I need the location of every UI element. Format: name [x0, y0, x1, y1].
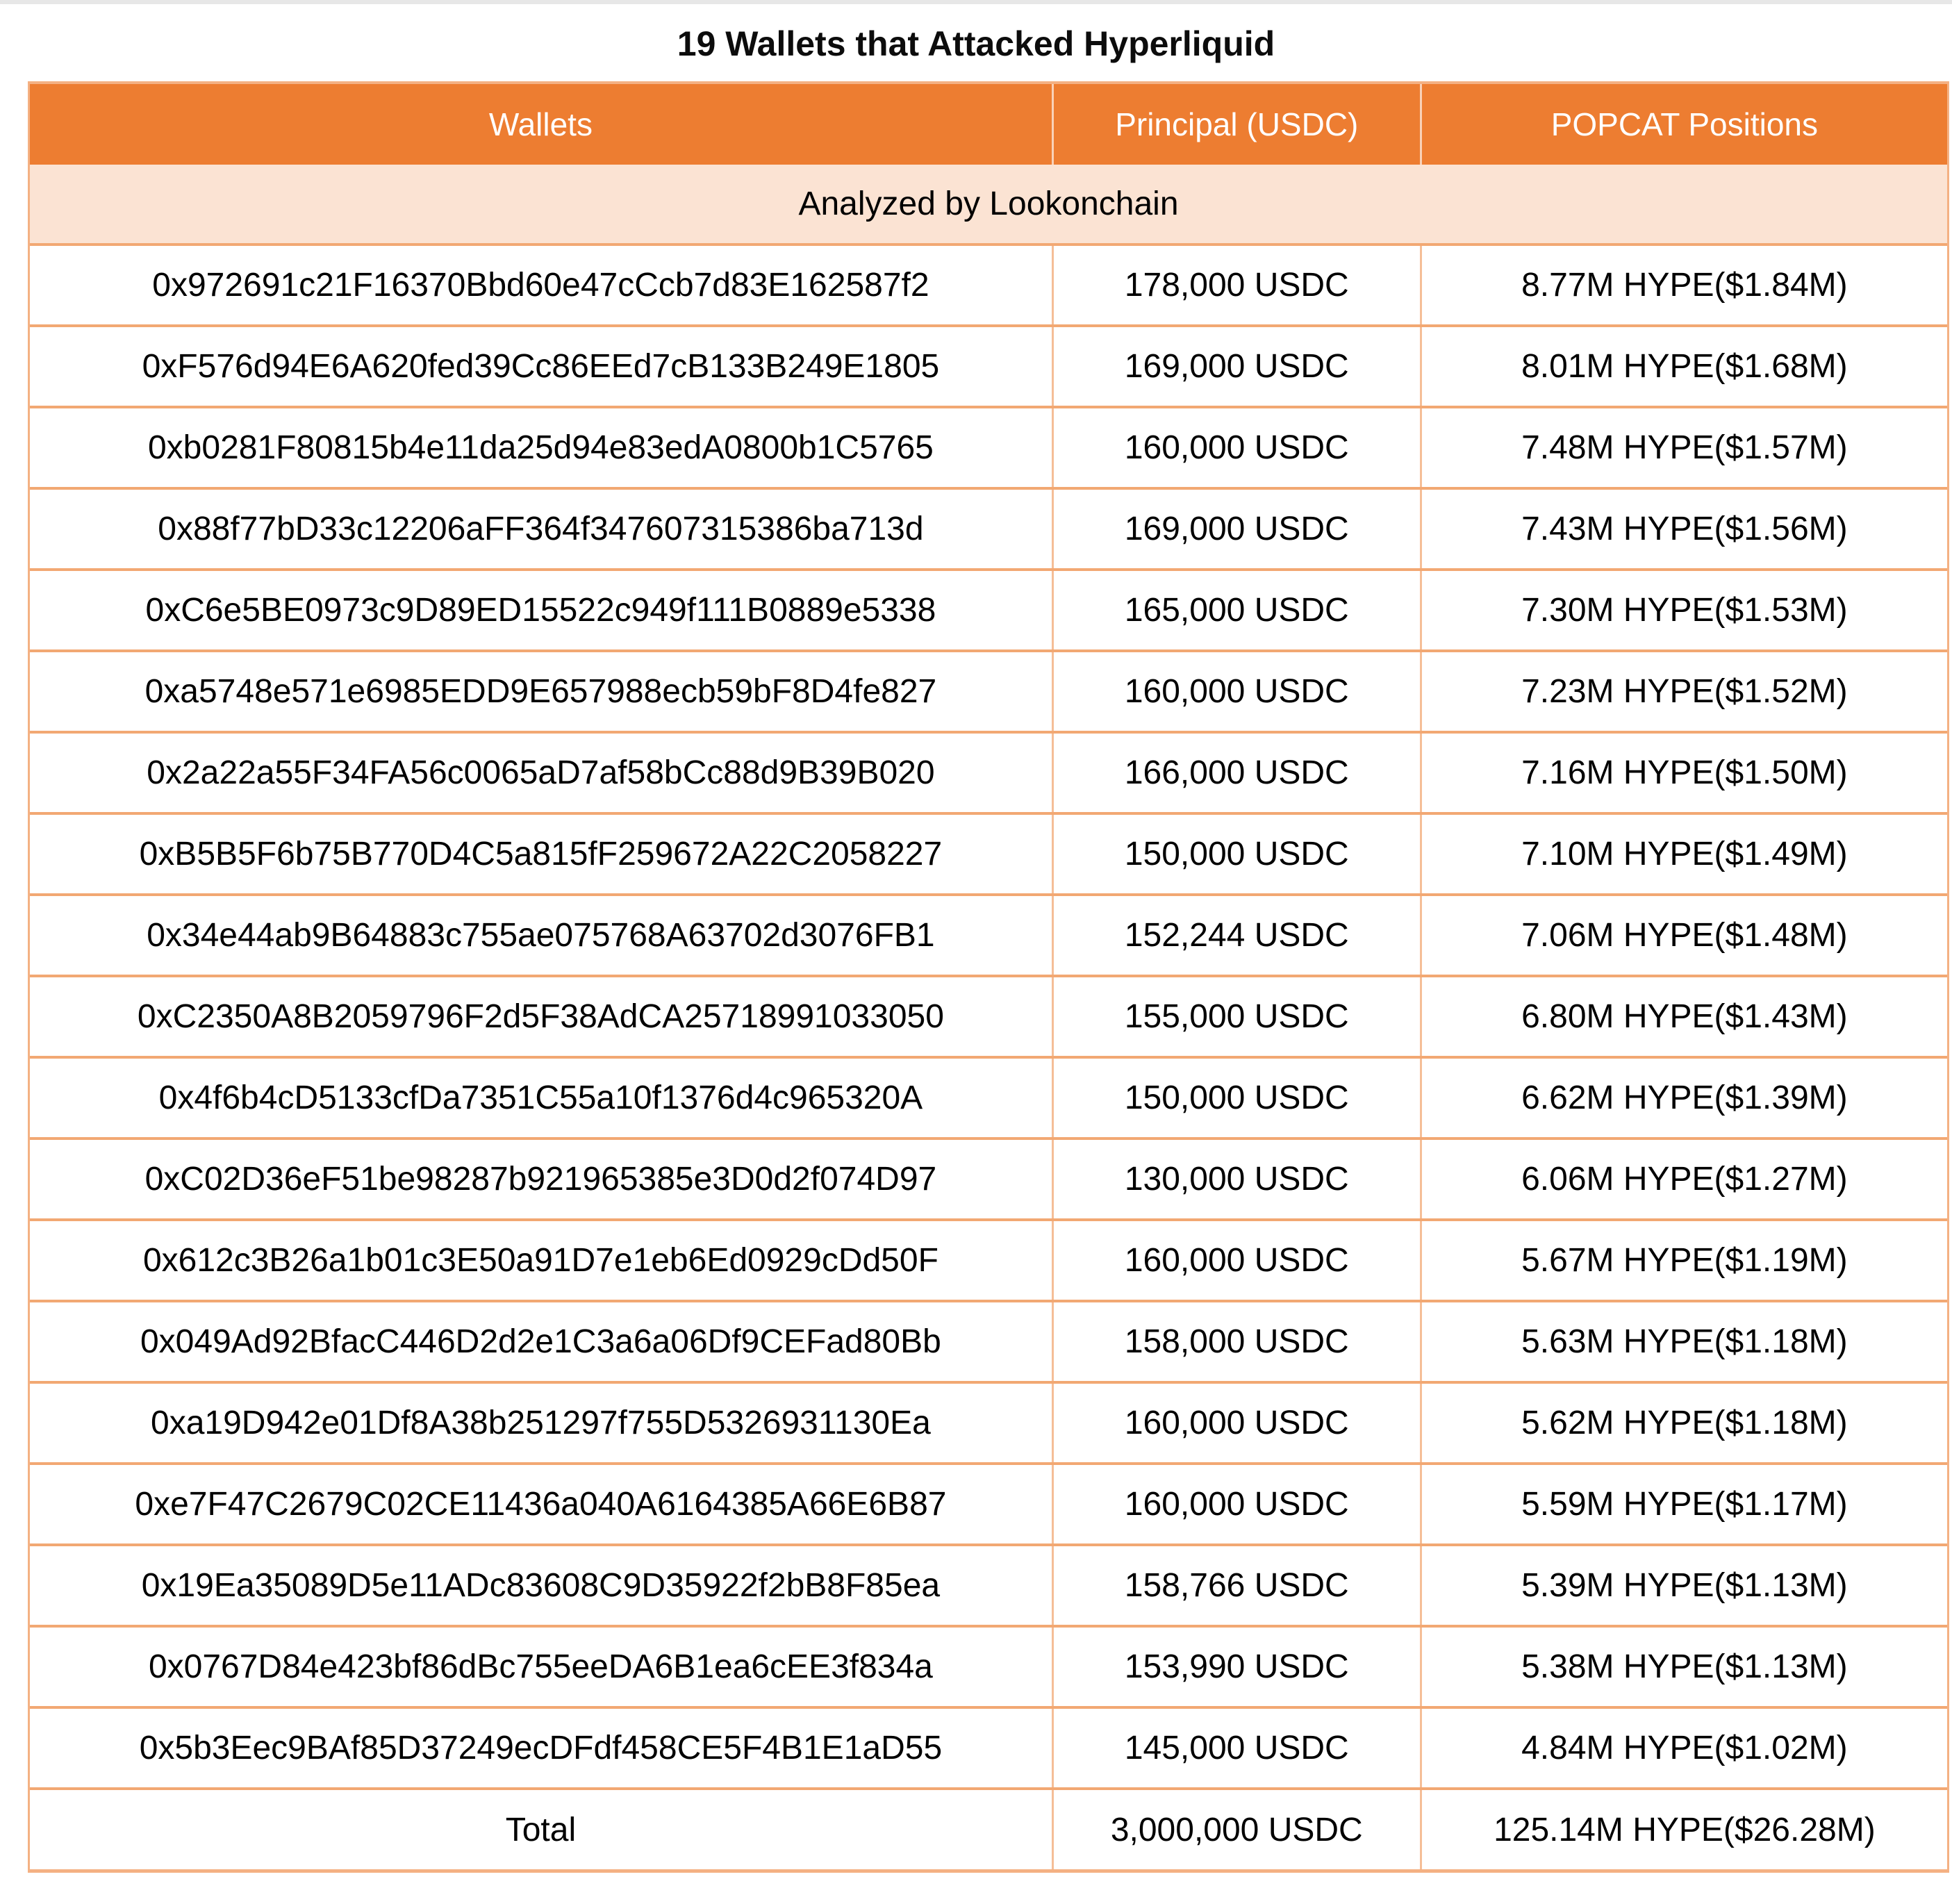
principal-cell: 150,000 USDC — [1054, 1059, 1422, 1137]
wallet-cell: 0xa19D942e01Df8A38b251297f755D5326931130Ea — [30, 1384, 1054, 1462]
page-title: 19 Wallets that Attacked Hyperliquid — [677, 24, 1275, 63]
principal-cell: 160,000 USDC — [1054, 408, 1422, 487]
positions-cell: 8.77M HYPE($1.84M) — [1521, 267, 1848, 304]
table-body — [30, 246, 1947, 1790]
table-row — [30, 1140, 1947, 1221]
positions-cell: 5.63M HYPE($1.18M) — [1521, 1323, 1848, 1360]
table-row — [30, 571, 1947, 652]
total-positions: 125.14M HYPE($26.28M) — [1494, 1811, 1876, 1848]
total-label: Total — [30, 1790, 1054, 1869]
principal-cell: 178,000 USDC — [1054, 246, 1422, 324]
wallet-cell: 0xC2350A8B2059796F2d5F38AdCA25718991033050 — [30, 977, 1054, 1056]
table-row — [30, 1628, 1947, 1709]
table-row — [30, 652, 1947, 734]
principal-cell: 160,000 USDC — [1054, 652, 1422, 731]
principal-cell: 158,766 USDC — [1054, 1546, 1422, 1625]
principal-cell: 169,000 USDC — [1054, 490, 1422, 568]
principal-cell: 155,000 USDC — [1054, 977, 1422, 1056]
total-principal: 3,000,000 USDC — [1054, 1790, 1422, 1869]
positions-cell: 5.62M HYPE($1.18M) — [1521, 1405, 1848, 1441]
positions-cell: 7.30M HYPE($1.53M) — [1521, 592, 1848, 629]
positions-cell: 7.23M HYPE($1.52M) — [1521, 673, 1848, 710]
column-header-wallets: Wallets — [30, 84, 1054, 165]
principal-cell: 166,000 USDC — [1054, 734, 1422, 812]
principal-cell: 165,000 USDC — [1054, 571, 1422, 649]
principal-cell: 150,000 USDC — [1054, 815, 1422, 893]
wallet-cell: 0x612c3B26a1b01c3E50a91D7e1eb6Ed0929cDd50F — [30, 1221, 1054, 1300]
wallet-cell: 0x34e44ab9B64883c755ae075768A63702d3076FB1 — [30, 896, 1054, 975]
wallet-cell: 0xC6e5BE0973c9D89ED15522c949f111B0889e5338 — [30, 571, 1054, 649]
positions-cell: 6.62M HYPE($1.39M) — [1521, 1079, 1848, 1116]
table-row — [30, 734, 1947, 815]
wallet-cell: 0xC02D36eF51be98287b921965385e3D0d2f074D97 — [30, 1140, 1054, 1218]
wallet-cell: 0xe7F47C2679C02CE11436a040A6164385A66E6B87 — [30, 1465, 1054, 1543]
wallet-cell: 0x4f6b4cD5133cfDa7351C55a10f1376d4c965320A — [30, 1059, 1054, 1137]
wallet-cell: 0xa5748e571e6985EDD9E657988ecb59bF8D4fe827 — [30, 652, 1054, 731]
table-row — [30, 977, 1947, 1059]
positions-cell: 5.59M HYPE($1.17M) — [1521, 1486, 1848, 1523]
table-header-row — [30, 84, 1947, 165]
positions-cell: 7.06M HYPE($1.48M) — [1521, 917, 1848, 954]
wallet-cell: 0x5b3Eec9BAf85D37249ecDFdf458CE5F4B1E1aD55 — [30, 1709, 1054, 1787]
positions-cell: 7.43M HYPE($1.56M) — [1521, 511, 1848, 547]
table-row — [30, 1709, 1947, 1790]
table-row — [30, 490, 1947, 571]
table-row — [30, 1302, 1947, 1384]
positions-cell: 7.48M HYPE($1.57M) — [1521, 429, 1848, 466]
table-row — [30, 327, 1947, 408]
principal-cell: 160,000 USDC — [1054, 1221, 1422, 1300]
principal-cell: 153,990 USDC — [1054, 1628, 1422, 1706]
wallet-cell: 0x2a22a55F34FA56c0065aD7af58bCc88d9B39B020 — [30, 734, 1054, 812]
table-row — [30, 246, 1947, 327]
positions-cell: 5.39M HYPE($1.13M) — [1521, 1567, 1848, 1604]
analyzed-by-row — [30, 165, 1947, 246]
wallet-cell: 0x0767D84e423bf86dBc755eeDA6B1ea6cEE3f834a — [30, 1628, 1054, 1706]
wallets-table — [28, 81, 1949, 1873]
positions-cell: 7.10M HYPE($1.49M) — [1521, 836, 1848, 872]
table-row — [30, 896, 1947, 977]
table-row — [30, 1384, 1947, 1465]
wallet-cell: 0xB5B5F6b75B770D4C5a815fF259672A22C2058227 — [30, 815, 1054, 893]
principal-cell: 145,000 USDC — [1054, 1709, 1422, 1787]
principal-cell: 169,000 USDC — [1054, 327, 1422, 406]
table-row — [30, 1221, 1947, 1302]
principal-cell: 130,000 USDC — [1054, 1140, 1422, 1218]
column-header-popcat-positions: POPCAT Positions — [1550, 106, 1819, 142]
wallet-cell: 0x19Ea35089D5e11ADc83608C9D35922f2bB8F85ea — [30, 1546, 1054, 1625]
wallet-cell: 0x972691c21F16370Bbd60e47cCcb7d83E162587f2 — [30, 246, 1054, 324]
table-row — [30, 1059, 1947, 1140]
positions-cell: 8.01M HYPE($1.68M) — [1521, 348, 1848, 385]
positions-cell: 5.38M HYPE($1.13M) — [1521, 1648, 1848, 1685]
positions-cell: 5.67M HYPE($1.19M) — [1521, 1242, 1848, 1279]
table-row — [30, 1546, 1947, 1628]
principal-cell: 160,000 USDC — [1054, 1465, 1422, 1543]
table-row — [30, 1465, 1947, 1546]
principal-cell: 160,000 USDC — [1054, 1384, 1422, 1462]
table-total-row — [30, 1790, 1947, 1869]
wallet-cell: 0xb0281F80815b4e11da25d94e83edA0800b1C5765 — [30, 408, 1054, 487]
table-row — [30, 815, 1947, 896]
analyzed-by-label: Analyzed by Lookonchain — [798, 185, 1179, 222]
positions-cell: 6.06M HYPE($1.27M) — [1521, 1161, 1848, 1198]
wallet-cell: 0xF576d94E6A620fed39Cc86EEd7cB133B249E1805 — [30, 327, 1054, 406]
positions-cell: 7.16M HYPE($1.50M) — [1521, 754, 1848, 791]
principal-cell: 152,244 USDC — [1054, 896, 1422, 975]
wallet-cell: 0x88f77bD33c12206aFF364f347607315386ba713d — [30, 490, 1054, 568]
principal-cell: 158,000 USDC — [1054, 1302, 1422, 1381]
top-strip — [0, 0, 1952, 4]
positions-cell: 6.80M HYPE($1.43M) — [1521, 998, 1848, 1035]
wallet-cell: 0x049Ad92BfacC446D2d2e1C3a6a06Df9CEFad80Bb — [30, 1302, 1054, 1381]
positions-cell: 4.84M HYPE($1.02M) — [1521, 1730, 1848, 1766]
table-row — [30, 408, 1947, 490]
column-header-principal: Principal (USDC) — [1054, 84, 1422, 165]
